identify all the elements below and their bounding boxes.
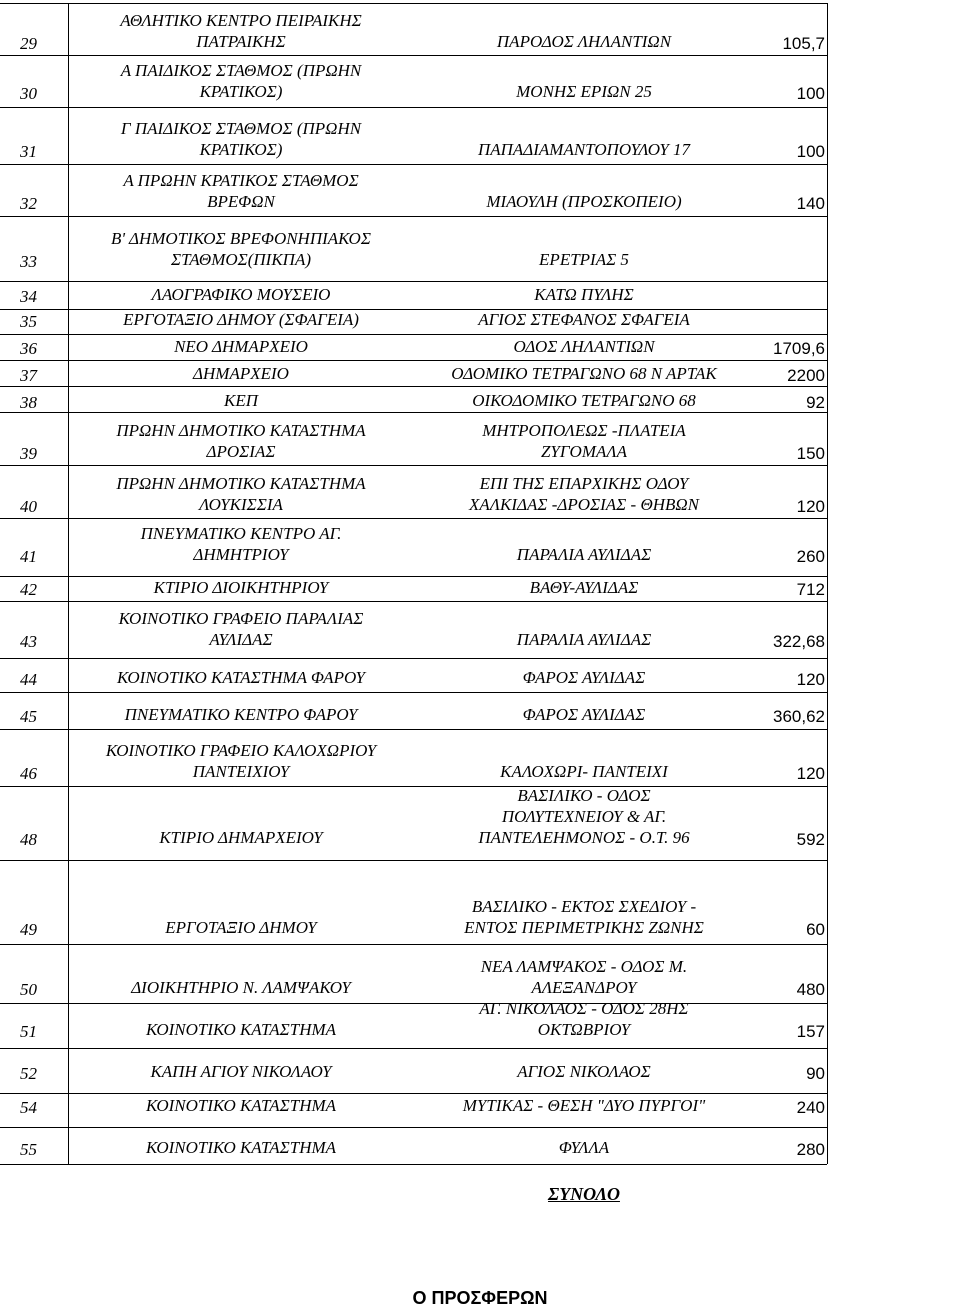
property-name-line: ΚΑΠΗ ΑΓΙΟΥ ΝΙΚΟΛΑΟΥ: [150, 1062, 332, 1081]
property-name-line: ΚΕΠ: [224, 391, 258, 410]
property-name-line: ΚΡΑΤΙΚΟΣ): [199, 140, 283, 159]
property-name-line: ΕΡΓΟΤΑΞΙΟ ΔΗΜΟΥ: [165, 918, 317, 937]
property-name-line: ΠΑΝΤΕΙΧΙΟΥ: [192, 762, 290, 781]
property-name-line: ΕΡΓΟΤΑΞΙΟ ΔΗΜΟΥ (ΣΦΑΓΕΙΑ): [123, 310, 359, 329]
row-divider: [0, 1164, 827, 1165]
area-value: 240: [796, 1098, 825, 1117]
property-name-line: ΚΤΙΡΙΟ ΔΙΟΙΚΗΤΗΡΙΟΥ: [153, 578, 329, 597]
address-line: ΑΓΙΟΣ ΝΙΚΟΛΑΟΣ: [517, 1062, 651, 1081]
area-value: 157: [796, 1022, 825, 1041]
row-number: 54: [20, 1098, 37, 1117]
row-number: 44: [20, 670, 37, 689]
row-divider: [0, 658, 827, 659]
area-value: 592: [796, 830, 825, 849]
address-line: ΠΑΝΤΕΛΕΗΜΟΝΟΣ - Ο.Τ. 96: [478, 828, 690, 847]
row-divider: [0, 860, 827, 861]
property-name-line: ΠΑΤΡΑΙΚΗΣ: [196, 32, 286, 51]
property-name-line: ΠΝΕΥΜΑΤΙΚΟ ΚΕΝΤΡΟ ΑΓ.: [140, 524, 342, 543]
address-line: ΚΑΤΩ ΠΥΛΗΣ: [534, 285, 634, 304]
row-divider: [0, 3, 827, 4]
row-number: 35: [20, 312, 37, 331]
area-value: 120: [796, 764, 825, 783]
row-number: 40: [20, 497, 37, 516]
area-value: 90: [806, 1064, 825, 1083]
area-value: 712: [796, 580, 825, 599]
address-line: ΜΗΤΡΟΠΟΛΕΩΣ -ΠΛΑΤΕΙΑ: [482, 421, 686, 440]
area-value: 480: [796, 980, 825, 999]
address-line: ΝΕΑ ΛΑΜΨΑΚΟΣ - ΟΔΟΣ Μ.: [480, 957, 688, 976]
row-divider: [0, 386, 827, 387]
row-number: 37: [20, 366, 37, 385]
area-value: 150: [796, 444, 825, 463]
area-value: 280: [796, 1140, 825, 1159]
address-line: ΕΡΕΤΡΙΑΣ 5: [539, 250, 629, 269]
property-name-line: ΑΥΛΙΔΑΣ: [209, 630, 273, 649]
row-divider: [0, 334, 827, 335]
address-line: ΒΑΘΥ-ΑΥΛΙΔΑΣ: [529, 578, 639, 597]
row-divider: [0, 360, 827, 361]
address-line: ΧΑΛΚΙΔΑΣ -ΔΡΟΣΙΑΣ - ΘΗΒΩΝ: [468, 495, 700, 514]
address-line: ΠΑΡΑΛΙΑ ΑΥΛΙΔΑΣ: [516, 545, 652, 564]
address-line: ΟΔΟΜΙΚΟ ΤΕΤΡΑΓΩΝΟ 68 Ν ΑΡΤΑΚ: [451, 364, 717, 383]
row-number: 34: [20, 287, 37, 306]
property-name-line: ΛΑΟΓΡΑΦΙΚΟ ΜΟΥΣΕΙΟ: [151, 285, 331, 304]
area-value: 105,7: [782, 34, 825, 53]
row-number: 55: [20, 1140, 37, 1159]
area-value: 1709,6: [773, 339, 825, 358]
row-number: 30: [20, 84, 37, 103]
address-line: ΠΑΡΑΛΙΑ ΑΥΛΙΔΑΣ: [516, 630, 652, 649]
address-line: ΖΥΓΟΜΑΛΑ: [540, 442, 628, 461]
property-name-line: Α ΠΡΩΗΝ ΚΡΑΤΙΚΟΣ ΣΤΑΘΜΟΣ: [123, 171, 359, 190]
property-name-line: ΛΟΥΚΙΣΣΙΑ: [199, 495, 283, 514]
row-number: 39: [20, 444, 37, 463]
row-number: 41: [20, 547, 37, 566]
row-number: 46: [20, 764, 37, 783]
address-line: ΕΝΤΟΣ ΠΕΡΙΜΕΤΡΙΚΗΣ ΖΩΝΗΣ: [464, 918, 704, 937]
address-line: ΑΓ. ΝΙΚΟΛΑΟΣ - ΟΔΟΣ 28ΗΣ: [479, 999, 689, 1018]
row-number: 50: [20, 980, 37, 999]
row-divider: [0, 729, 827, 730]
property-name-line: Β' ΔΗΜΟΤΙΚΟΣ ΒΡΕΦΟΝΗΠΙΑΚΟΣ: [111, 229, 371, 248]
address-line: ΦΥΛΛΑ: [558, 1138, 610, 1157]
row-number: 45: [20, 707, 37, 726]
property-name-line: ΔΗΜΑΡΧΕΙΟ: [193, 364, 289, 383]
property-name-line: Γ ΠΑΙΔΙΚΟΣ ΣΤΑΘΜΟΣ (ΠΡΩΗΝ: [120, 119, 362, 138]
area-value: 100: [796, 142, 825, 161]
address-line: ΜΟΝΗΣ ΕΡΙΩΝ 25: [516, 82, 652, 101]
property-name-line: ΚΡΑΤΙΚΟΣ): [199, 82, 283, 101]
area-value: 322,68: [773, 632, 825, 651]
row-divider: [0, 412, 827, 413]
address-line: ΦΑΡΟΣ ΑΥΛΙΔΑΣ: [522, 668, 646, 687]
property-name-line: ΣΤΑΘΜΟΣ(ΠΙΚΠΑ): [170, 250, 311, 269]
property-name-line: ΚΤΙΡΙΟ ΔΗΜΑΡΧΕΙΟΥ: [159, 828, 323, 847]
row-number: 33: [20, 252, 37, 271]
area-value: 100: [796, 84, 825, 103]
property-name-line: ΠΡΩΗΝ ΔΗΜΟΤΙΚΟ ΚΑΤΑΣΤΗΜΑ: [116, 474, 366, 493]
address-line: ΟΙΚΟΔΟΜΙΚΟ ΤΕΤΡΑΓΩΝΟ 68: [472, 391, 696, 410]
property-name-line: ΚΟΙΝΟΤΙΚΟ ΚΑΤΑΣΤΗΜΑ ΦΑΡΟΥ: [117, 668, 365, 687]
area-value: 140: [796, 194, 825, 213]
column-divider: [827, 3, 828, 1164]
row-divider: [0, 55, 827, 56]
property-name-line: ΔΡΟΣΙΑΣ: [206, 442, 276, 461]
area-value: 2200: [787, 366, 825, 385]
row-number: 51: [20, 1022, 37, 1041]
address-line: ΟΚΤΩΒΡΙΟΥ: [537, 1020, 631, 1039]
property-name-line: ΚΟΙΝΟΤΙΚΟ ΓΡΑΦΕΙΟ ΚΑΛΟΧΩΡΙΟΥ: [105, 741, 377, 760]
row-divider: [0, 1127, 827, 1128]
property-name-line: ΒΡΕΦΩΝ: [207, 192, 275, 211]
address-line: ΑΓΙΟΣ ΣΤΕΦΑΝΟΣ ΣΦΑΓΕΙΑ: [478, 310, 690, 329]
row-divider: [0, 465, 827, 466]
address-line: ΦΑΡΟΣ ΑΥΛΙΔΑΣ: [522, 705, 646, 724]
property-name-line: ΠΝΕΥΜΑΤΙΚΟ ΚΕΝΤΡΟ ΦΑΡΟΥ: [124, 705, 358, 724]
property-name-line: ΝΕΟ ΔΗΜΑΡΧΕΙΟ: [174, 337, 308, 356]
area-value: 260: [796, 547, 825, 566]
row-number: 31: [20, 142, 37, 161]
property-name-line: ΠΡΩΗΝ ΔΗΜΟΤΙΚΟ ΚΑΤΑΣΤΗΜΑ: [116, 421, 366, 440]
address-line: ΟΔΟΣ ΛΗΛΑΝΤΙΩΝ: [513, 337, 655, 356]
address-line: ΕΠΙ ΤΗΣ ΕΠΑΡΧΙΚΗΣ ΟΔΟΥ: [479, 474, 689, 493]
area-value: 120: [796, 497, 825, 516]
row-number: 52: [20, 1064, 37, 1083]
row-number: 42: [20, 580, 37, 599]
address-line: ΒΑΣΙΛΙΚΟ - ΟΔΟΣ: [517, 786, 651, 805]
property-name-line: Α ΠΑΙΔΙΚΟΣ ΣΤΑΘΜΟΣ (ΠΡΩΗΝ: [120, 61, 362, 80]
area-value: 92: [806, 393, 825, 412]
row-divider: [0, 944, 827, 945]
row-number: 43: [20, 632, 37, 651]
row-divider: [0, 601, 827, 602]
property-name-line: ΔΙΟΙΚΗΤΗΡΙΟ Ν. ΛΑΜΨΑΚΟΥ: [131, 978, 351, 997]
address-line: ΠΟΛΥΤΕΧΝΕΙΟΥ & ΑΓ.: [501, 807, 667, 826]
address-line: ΜΥΤΙΚΑΣ - ΘΕΣΗ "ΔΥΟ ΠΥΡΓΟΙ": [462, 1096, 706, 1115]
address-line: ΠΑΡΟΔΟΣ ΛΗΛΑΝΤΙΩΝ: [496, 32, 672, 51]
area-value: 120: [796, 670, 825, 689]
area-value: 60: [806, 920, 825, 939]
row-divider: [0, 1048, 827, 1049]
address-line: ΒΑΣΙΛΙΚΟ - ΕΚΤΟΣ ΣΧΕΔΙΟΥ -: [471, 897, 697, 916]
row-divider: [0, 281, 827, 282]
property-name-line: ΚΟΙΝΟΤΙΚΟ ΚΑΤΑΣΤΗΜΑ: [145, 1138, 337, 1157]
row-divider: [0, 216, 827, 217]
property-name-line: ΚΟΙΝΟΤΙΚΟ ΚΑΤΑΣΤΗΜΑ: [145, 1020, 337, 1039]
row-number: 49: [20, 920, 37, 939]
row-number: 48: [20, 830, 37, 849]
row-divider: [0, 518, 827, 519]
row-divider: [0, 692, 827, 693]
row-number: 32: [20, 194, 37, 213]
row-divider: [0, 107, 827, 108]
row-number: 38: [20, 393, 37, 412]
offeror-label: Ο ΠΡΟΣΦΕΡΩΝ: [412, 1288, 548, 1308]
address-line: ΑΛΕΞΑΝΔΡΟΥ: [531, 978, 637, 997]
address-line: ΜΙΑΟΥΛΗ (ΠΡΟΣΚΟΠΕΙΟ): [486, 192, 682, 211]
row-number: 29: [20, 34, 37, 53]
row-divider: [0, 164, 827, 165]
total-label: ΣΥΝΟΛΟ: [548, 1184, 620, 1204]
area-value: 360,62: [773, 707, 825, 726]
property-name-line: ΑΘΛΗΤΙΚΟ ΚΕΝΤΡΟ ΠΕΙΡΑΙΚΗΣ: [120, 11, 362, 30]
property-name-line: ΚΟΙΝΟΤΙΚΟ ΚΑΤΑΣΤΗΜΑ: [145, 1096, 337, 1115]
row-divider: [0, 1093, 827, 1094]
row-number: 36: [20, 339, 37, 358]
property-name-line: ΚΟΙΝΟΤΙΚΟ ΓΡΑΦΕΙΟ ΠΑΡΑΛΙΑΣ: [118, 609, 364, 628]
address-line: ΚΑΛΟΧΩΡΙ- ΠΑΝΤΕΙΧΙ: [500, 762, 668, 781]
address-line: ΠΑΠΑΔΙΑΜΑΝΤΟΠΟΥΛΟΥ 17: [477, 140, 691, 159]
property-name-line: ΔΗΜΗΤΡΙΟΥ: [193, 545, 289, 564]
